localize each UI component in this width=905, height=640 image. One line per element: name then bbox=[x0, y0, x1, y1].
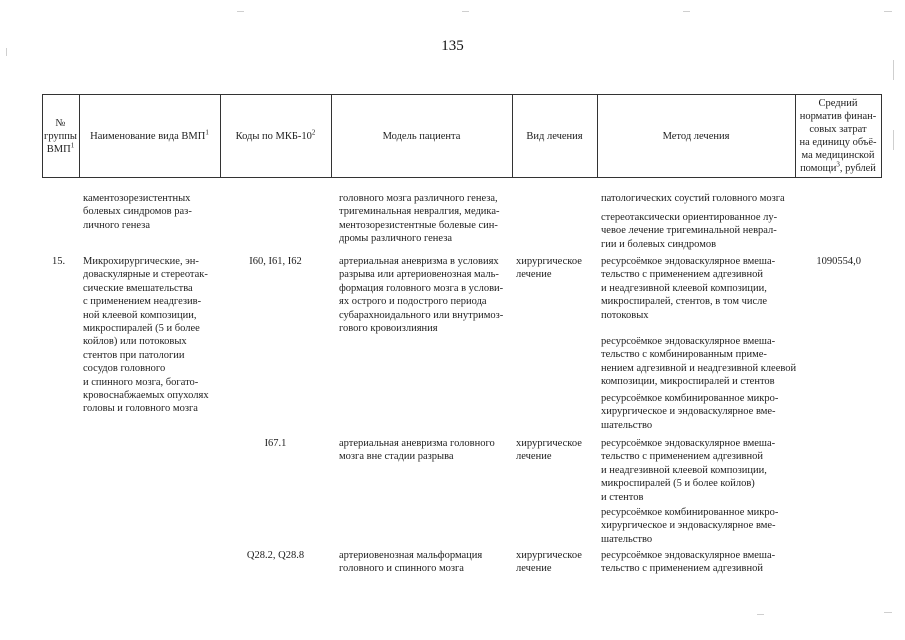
header-treatment-method-text: Метод лечения bbox=[662, 130, 730, 142]
text-line: гового кровоизлияния bbox=[339, 323, 438, 335]
treatment-method-cell bbox=[601, 549, 775, 576]
text-line: композиции, микроспиралей и стентов bbox=[601, 376, 775, 388]
treatment-type-cell bbox=[516, 255, 582, 282]
icd-codes-cell: Q28.2, Q28.8 bbox=[246, 550, 305, 561]
column-divider bbox=[597, 94, 598, 178]
header-vmp-name-text: Наименование вида ВМП bbox=[90, 130, 206, 142]
text-line: ресурсоёмкое эндоваскулярное вмеша- bbox=[601, 256, 776, 267]
text-line: мозга вне стадии разрыва bbox=[339, 451, 454, 463]
scan-mark bbox=[757, 614, 764, 615]
text-line: тельство с применением адгезивной bbox=[601, 451, 763, 463]
column-divider bbox=[331, 94, 332, 178]
text-line: ресурсоёмкое комбинированное микро- bbox=[601, 507, 779, 518]
column-divider bbox=[220, 94, 221, 178]
header-norm-line: помощи bbox=[800, 163, 837, 174]
header-patient-model-text: Модель пациента bbox=[382, 130, 461, 142]
icd-codes-cell: I67.1 bbox=[264, 438, 287, 449]
column-divider bbox=[512, 94, 513, 178]
footnote-mark: 3 bbox=[836, 160, 840, 169]
header-vmp-name bbox=[79, 94, 220, 178]
text-line: сические вмешательства bbox=[83, 282, 193, 294]
header-icd-codes bbox=[220, 94, 331, 178]
text-line: тельство с применением адгезивной bbox=[601, 269, 763, 281]
financial-norm-cell: 1090554,0 bbox=[816, 256, 861, 267]
header-norm-line: на единицу объё- bbox=[799, 137, 877, 148]
vmp-name-cell bbox=[83, 192, 192, 232]
scan-mark bbox=[884, 11, 892, 12]
text-line: и неадгезивной клеевой композиции, bbox=[601, 464, 767, 476]
patient-model-cell bbox=[339, 192, 500, 246]
header-norm-line: совых затрат bbox=[809, 124, 867, 135]
header-norm-line: Средний bbox=[818, 98, 858, 109]
scan-mark bbox=[683, 11, 690, 12]
patient-model-cell bbox=[339, 549, 482, 576]
header-group-number-line: группы bbox=[44, 130, 77, 142]
text-line: и неадгезивной клеевой композиции, bbox=[601, 282, 767, 294]
text-line: ресурсоёмкое эндоваскулярное вмеша- bbox=[601, 336, 776, 347]
text-line: каментозорезистентных bbox=[83, 193, 191, 204]
text-line: ментозорезистентные болевые син- bbox=[339, 219, 498, 231]
treatment-method-cell bbox=[601, 211, 777, 251]
text-line: ной клеевой композиции, bbox=[83, 309, 197, 321]
scan-mark bbox=[893, 130, 894, 150]
text-line: хирургическое bbox=[516, 550, 582, 561]
text-line: головного мозга различного генеза, bbox=[339, 193, 498, 204]
scan-mark bbox=[884, 612, 892, 613]
text-line: сосудов головного bbox=[83, 363, 166, 375]
treatment-type-cell bbox=[516, 437, 582, 464]
text-line: тельство с комбинированным приме- bbox=[601, 349, 767, 361]
header-treatment-type-text: Вид лечения bbox=[526, 130, 583, 142]
treatment-method-cell bbox=[601, 506, 778, 546]
treatment-type-cell bbox=[516, 549, 582, 576]
text-line: хирургическое bbox=[516, 438, 582, 449]
text-line: шательство bbox=[601, 419, 653, 431]
text-line: дромы различного генеза bbox=[339, 233, 452, 245]
header-norm-line: ма медицинской bbox=[801, 150, 875, 161]
text-line: формация головного мозга в услови- bbox=[339, 282, 504, 294]
text-line: Микрохирургические, эн- bbox=[83, 256, 199, 267]
header-treatment-method bbox=[597, 94, 795, 178]
scan-mark bbox=[462, 11, 469, 12]
header-treatment-type bbox=[512, 94, 597, 178]
patient-model-cell bbox=[339, 255, 503, 335]
text-line: и спинного мозга, богато- bbox=[83, 376, 199, 388]
text-line: хирургическое и эндоваскулярное вме- bbox=[601, 520, 776, 532]
text-line: шательство bbox=[601, 533, 653, 545]
text-line: ресурсоёмкое комбинированное микро- bbox=[601, 393, 779, 404]
text-line: лечение bbox=[516, 269, 552, 281]
treatment-method-cell bbox=[601, 335, 796, 389]
patient-model-cell bbox=[339, 437, 495, 464]
text-line: кровоснабжаемых опухолях bbox=[83, 390, 209, 402]
footnote-mark: 1 bbox=[205, 128, 209, 136]
header-norm-line: , рублей bbox=[839, 163, 876, 174]
text-line: тельство с применением адгезивной bbox=[601, 563, 763, 575]
icd-codes-cell: I60, I61, I62 bbox=[249, 256, 302, 267]
text-line: патологических соустий головного мозга bbox=[601, 193, 785, 204]
text-line: стентов при патологии bbox=[83, 349, 185, 361]
text-line: лечение bbox=[516, 563, 552, 575]
header-icd-codes-text: Коды по МКБ-10 bbox=[235, 130, 312, 142]
column-divider bbox=[881, 94, 882, 178]
text-line: нением адгезивной и неадгезивной клеевой bbox=[601, 362, 797, 374]
text-line: артериальная аневризма головного bbox=[339, 438, 495, 449]
scan-mark bbox=[237, 11, 244, 12]
text-line: микроспиралей, стентов, в том числе bbox=[601, 296, 768, 308]
treatment-method-cell bbox=[601, 437, 775, 504]
treatment-method-cell bbox=[601, 392, 778, 432]
text-line: микроспиралей (5 и более bbox=[83, 323, 200, 335]
column-divider bbox=[795, 94, 796, 178]
text-line: хирургическое bbox=[516, 256, 582, 267]
text-line: субарахноидального или внутримоз- bbox=[339, 309, 504, 321]
header-financial-norm bbox=[795, 94, 881, 178]
text-line: артериовенозная мальформация bbox=[339, 550, 483, 561]
text-line: потоковых bbox=[601, 309, 649, 321]
text-line: разрыва или артериовенозная маль- bbox=[339, 269, 499, 281]
text-line: ях острого и подострого периода bbox=[339, 296, 487, 308]
text-line: артериальная аневризма в условиях bbox=[339, 256, 499, 267]
page-number: 135 bbox=[441, 38, 464, 54]
footnote-mark: 2 bbox=[311, 128, 316, 136]
column-divider bbox=[42, 94, 43, 178]
text-line: болевых синдромов раз- bbox=[83, 206, 192, 218]
text-line: ресурсоёмкое эндоваскулярное вмеша- bbox=[601, 550, 776, 561]
footnote-mark: 1 bbox=[70, 141, 75, 149]
text-line: с применением неадгезив- bbox=[83, 296, 202, 308]
column-divider bbox=[79, 94, 80, 178]
text-line: гии и болевых синдромов bbox=[601, 238, 717, 250]
text-line: доваскулярные и стереотак- bbox=[83, 269, 208, 281]
text-line: койлов) или потоковых bbox=[83, 336, 187, 348]
text-line: и стентов bbox=[601, 491, 644, 503]
header-norm-line: норматив финан- bbox=[799, 111, 877, 122]
treatment-method-cell bbox=[601, 255, 775, 322]
text-line: хирургическое и эндоваскулярное вме- bbox=[601, 406, 776, 418]
text-line: микроспиралей (5 и более койлов) bbox=[601, 478, 755, 490]
text-line: головы и головного мозга bbox=[83, 403, 198, 415]
text-line: лечение bbox=[516, 451, 552, 463]
scan-mark bbox=[893, 60, 894, 80]
text-line: тригеминальная невралгия, медика- bbox=[339, 206, 500, 218]
treatment-method-cell bbox=[601, 192, 785, 205]
text-line: стереотаксически ориентированное лу- bbox=[601, 212, 778, 223]
group-number-cell: 15. bbox=[52, 256, 66, 267]
text-line: чевое лечение тригеминальной неврал- bbox=[601, 225, 777, 237]
text-line: ресурсоёмкое эндоваскулярное вмеша- bbox=[601, 438, 776, 449]
text-line: головного и спинного мозга bbox=[339, 563, 464, 575]
header-group-number-line: ВМП bbox=[46, 143, 71, 155]
text-line: личного генеза bbox=[83, 219, 150, 231]
header-group-number-line: № bbox=[55, 117, 66, 129]
header-patient-model bbox=[331, 94, 512, 178]
header-group-number bbox=[42, 94, 79, 178]
vmp-name-cell bbox=[83, 255, 209, 416]
